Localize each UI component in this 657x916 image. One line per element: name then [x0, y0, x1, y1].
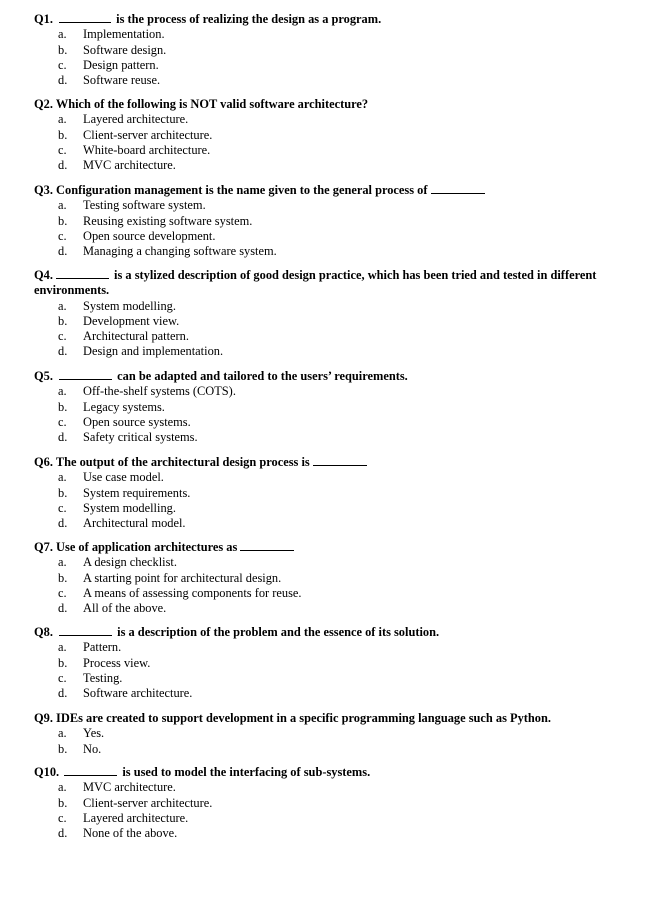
option-a[interactable]: a. Implementation. [58, 27, 165, 42]
option-b[interactable]: b. Development view. [58, 313, 180, 328]
question-9 [34, 711, 644, 757]
answer-blank [313, 455, 367, 466]
option-a[interactable]: a. Testing software system. [58, 198, 206, 213]
question-10 [34, 765, 644, 841]
answer-blank [240, 540, 294, 551]
option-d[interactable]: d. MVC architecture. [58, 158, 176, 173]
question-number: Q4. [34, 268, 53, 282]
option-c[interactable]: c. Design pattern. [58, 57, 159, 72]
option-b[interactable]: b. No. [58, 741, 102, 756]
question-8 [34, 625, 644, 701]
question-stem [34, 765, 644, 780]
option-b[interactable]: b. A starting point for architectural design. [58, 570, 282, 585]
option-b[interactable]: b. Client-server architecture. [58, 127, 213, 142]
option-a[interactable]: a. MVC architecture. [58, 780, 176, 795]
option-list [34, 299, 644, 360]
option-d[interactable]: d. Managing a changing software system. [58, 244, 277, 259]
question-3 [34, 183, 644, 259]
option-a[interactable]: a. Use case model. [58, 470, 164, 485]
question-text: is a stylized description of good design practice, which has been tried and tested in different environments. [34, 268, 597, 298]
option-a[interactable]: a. Layered architecture. [58, 112, 189, 127]
answer-blank [431, 183, 485, 194]
option-b[interactable]: b. Legacy systems. [58, 399, 165, 414]
option-d[interactable]: d. Architectural model. [58, 516, 186, 531]
option-list [34, 640, 644, 701]
option-b[interactable]: b. Client-server architecture. [58, 795, 213, 810]
option-b[interactable]: b. System requirements. [58, 485, 191, 500]
question-number: Q1. [34, 12, 53, 26]
option-c[interactable]: c. A means of assessing components for reuse. [58, 585, 302, 600]
option-b[interactable]: b. Reusing existing software system. [58, 213, 253, 228]
question-number: Q7. [34, 540, 53, 554]
option-list [34, 780, 644, 841]
question-number: Q3. [34, 183, 53, 197]
question-text: The output of the architectural design process is [55, 455, 310, 469]
option-d[interactable]: d. Safety critical systems. [58, 430, 198, 445]
option-a[interactable]: a. System modelling. [58, 298, 176, 313]
question-number: Q2. [34, 97, 53, 111]
option-c[interactable]: c. System modelling. [58, 500, 176, 515]
question-stem [34, 183, 644, 198]
question-1 [34, 12, 644, 88]
option-d[interactable]: d. Software reuse. [58, 73, 161, 88]
question-stem [34, 268, 644, 299]
question-number: Q6. [34, 455, 53, 469]
answer-blank [64, 765, 117, 776]
question-text: can be adapted and tailored to the users’ requirements. [117, 369, 408, 383]
option-c[interactable]: c. Open source systems. [58, 414, 191, 429]
option-list [34, 198, 644, 259]
option-c[interactable]: c. Architectural pattern. [58, 329, 189, 344]
option-list [34, 726, 644, 757]
question-stem [34, 540, 644, 555]
question-text: Use of application architectures as [56, 540, 238, 554]
question-stem [34, 97, 644, 112]
question-number: Q9. [34, 711, 53, 725]
question-4 [34, 268, 644, 360]
answer-blank [56, 268, 109, 279]
option-a[interactable]: a. Yes. [58, 726, 105, 741]
question-number: Q5. [34, 369, 53, 383]
question-6 [34, 455, 644, 531]
question-7 [34, 540, 644, 616]
option-list [34, 112, 644, 173]
question-number: Q8. [34, 625, 53, 639]
option-b[interactable]: b. Process view. [58, 655, 151, 670]
option-list [34, 27, 644, 88]
question-stem [34, 12, 644, 27]
option-c[interactable]: c. Layered architecture. [58, 810, 189, 825]
question-stem [34, 369, 644, 384]
option-a[interactable]: a. Off-the-shelf systems (COTS). [58, 384, 236, 399]
question-2 [34, 97, 644, 173]
question-stem [34, 711, 644, 726]
question-text: is the process of realizing the design as a program. [116, 12, 382, 26]
option-b[interactable]: b. Software design. [58, 42, 167, 57]
question-text: Configuration management is the name given to the general process of [56, 183, 428, 197]
option-d[interactable]: d. Software architecture. [58, 686, 193, 701]
option-c[interactable]: c. White-board architecture. [58, 142, 211, 157]
option-d[interactable]: d. All of the above. [58, 601, 167, 616]
option-d[interactable]: d. None of the above. [58, 826, 178, 841]
question-text: Which of the following is NOT valid software architecture? [55, 97, 369, 111]
question-5 [34, 369, 644, 445]
option-list [34, 555, 644, 616]
answer-blank [59, 12, 111, 23]
question-stem [34, 625, 644, 640]
question-text: is a description of the problem and the essence of its solution. [117, 625, 440, 639]
question-text: is used to model the interfacing of sub-systems. [122, 765, 371, 779]
answer-blank [59, 369, 112, 380]
option-list [34, 470, 644, 531]
option-a[interactable]: a. A design checklist. [58, 555, 177, 570]
answer-blank [59, 625, 112, 636]
question-stem [34, 455, 644, 470]
question-text: IDEs are created to support development in a specific programming language such as Python. [56, 711, 551, 725]
option-d[interactable]: d. Design and implementation. [58, 344, 224, 359]
option-c[interactable]: c. Testing. [58, 670, 123, 685]
option-c[interactable]: c. Open source development. [58, 228, 216, 243]
option-list [34, 384, 644, 445]
option-a[interactable]: a. Pattern. [58, 640, 122, 655]
question-number: Q10. [34, 765, 60, 779]
